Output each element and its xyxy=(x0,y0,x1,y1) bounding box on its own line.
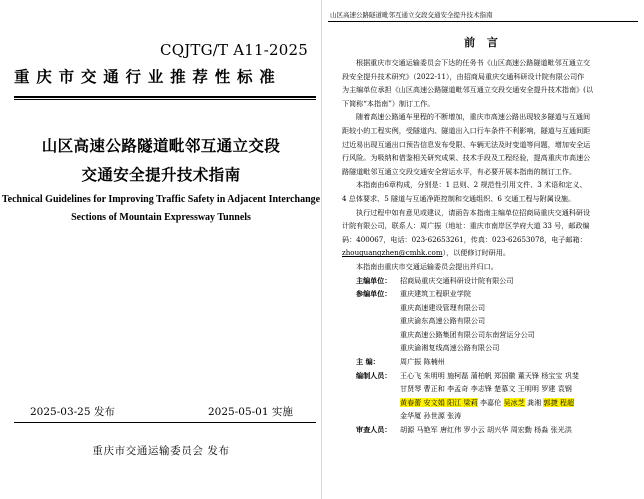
staff-names: 王心飞 朱明明 施柯磊 蒲柏帆 郑国徽 董天锋 杨宝宝 巩斐 xyxy=(400,370,579,380)
paragraph-line: 码：400067，电话：023-62653261，传真：023-62653078，电子邮箱： xyxy=(342,234,587,244)
participants-row xyxy=(342,287,632,301)
issue-date: 2025-03-25 发布 xyxy=(30,406,115,418)
paragraph-line: 执行过程中如有意见或建议，请函告本指南主编单位招商局重庆交通科研设 xyxy=(356,207,591,217)
staff-names-highlighted xyxy=(342,396,632,410)
paragraph-line: 距较小的工程实例，受隧道内、隧道出入口行车条件不利影响，隧道与互通间距 xyxy=(342,125,591,135)
email-suffix: ），以便修订时研用。 xyxy=(442,248,510,258)
participant-unit: 重庆高速建设管理有限公司 xyxy=(400,302,486,312)
highlighted-names: 吴冰芝 xyxy=(503,397,525,407)
paragraph-line: 段安全提升技术研究》（2022-11），由招商局重庆交通科研设计院有限公司作 xyxy=(342,71,585,81)
staff-name: 龚湘 xyxy=(524,397,544,407)
editors-row xyxy=(342,355,632,369)
editors-label: 主 编： xyxy=(356,357,380,367)
participants-label: 参编单位： xyxy=(356,289,392,299)
editors: 周广振 陈楠州 xyxy=(400,357,445,367)
reviewers: 胡源 马艳军 唐红伟 罗小云 胡兴华 周宏勤 杨淼 张光洪 xyxy=(400,425,572,435)
staff-row xyxy=(342,369,632,383)
standard-code: CQJTG/T A11-2025 xyxy=(160,41,308,59)
cover-rule-bottom xyxy=(14,422,316,423)
paragraph-line: 随着高速公路通车里程的不断增加，重庆市高速公路出现较多隧道与互通间 xyxy=(356,112,591,122)
staff-names: 甘贤琴 曹正和 李孟奇 李志锋 楚慕文 王明明 罗建 袁钢 xyxy=(400,384,572,394)
paragraph-line: 计院有限公司，联系人：周广振（地址：重庆市南岸区学府大道 33 号，邮政编 xyxy=(342,221,590,231)
highlighted-names: 黄春蕾 安文娟 阳江 梁莉 xyxy=(400,397,478,407)
preface-page xyxy=(322,0,644,499)
title-en-line1: Technical Guidelines for Improving Traffic Safety in Adjacent Interchange xyxy=(1,194,321,205)
staff-names: 金华厦 孙世源 张涛 xyxy=(400,411,462,421)
email-line xyxy=(342,246,632,260)
preface-title: 前 言 xyxy=(464,36,502,49)
participant-unit: 重庆建筑工程职业学院 xyxy=(400,289,471,299)
participant-unit: 重庆高速公路集团有限公司东南营运分公司 xyxy=(400,329,535,339)
implementation-date: 2025-05-01 实施 xyxy=(208,406,293,418)
paragraph-line: 为主编单位承担《山区高速公路隧道毗邻互通立交段交通安全提升技术指南》(以 xyxy=(342,85,594,95)
participant-unit: 重庆渝东高速公路有限公司 xyxy=(400,316,486,326)
publisher: 重庆市交通运输委员会 发布 xyxy=(92,445,230,457)
paragraph-line: 行风险。为吸纳和借鉴相关研究成果、技术手段及工程经验，提高重庆市高速公 xyxy=(342,153,591,163)
chief-unit: 招商局重庆交通科研设计院有限公司 xyxy=(400,275,514,285)
staff-name: 李嘉伦 xyxy=(477,397,504,407)
staff-label: 编制人员： xyxy=(356,370,392,380)
participant-unit: 重庆渝湘复线高速公路有限公司 xyxy=(400,343,500,353)
reviewers-label: 审查人员： xyxy=(356,425,392,435)
title-cn-line2: 交通安全提升技术指南 xyxy=(81,166,241,184)
paragraph-line: 根据重庆市交通运输委员会下达的任务书《山区高速公路隧道毗邻互通立交 xyxy=(356,58,591,67)
standard-type: 重庆市交通行业推荐性标准 xyxy=(14,68,282,86)
running-head-rule xyxy=(328,21,638,22)
paragraph-line: 路隧道毗邻互通立交段交通安全营运水平，有必要开展本指南的制订工作。 xyxy=(342,166,577,176)
contact-email-link[interactable]: zhouguangzhen@cmhk.com xyxy=(342,248,443,258)
paragraph-line: 下简称“本指南”）制订工作。 xyxy=(342,98,435,108)
cover-rule-thin xyxy=(14,99,316,100)
paragraph-line: 过近易出现互通出口预告信息发布受限、车辆无法及时变道等问题，增加安全运 xyxy=(342,139,591,149)
paragraph-line: 本指南由6章构成，分别是：1 总则、2 规范性引用文件、3 术语和定义、 xyxy=(356,180,587,190)
paragraph-line: 本指南由重庆市交通运输委员会提出并归口。 xyxy=(356,261,498,271)
preface-body xyxy=(342,56,632,437)
cover-rule-thick xyxy=(14,96,316,98)
title-en-line2: Sections of Mountain Expressway Tunnels xyxy=(71,212,251,223)
reviewers-row xyxy=(342,423,632,437)
chief-unit-label: 主编单位： xyxy=(356,275,392,285)
highlighted-names: 郭捷 程超 xyxy=(543,397,575,407)
title-cn-line1: 山区高速公路隧道毗邻互通立交段 xyxy=(41,137,281,155)
running-head: 山区高速公路隧道毗邻互通立交段交通安全提升技术指南 xyxy=(330,11,493,19)
paragraph-line: 4 总体要求、5 隧道与互通净距控制和交通组织、6 交通工程与附属设施。 xyxy=(342,193,576,203)
chief-unit-row xyxy=(342,274,632,288)
